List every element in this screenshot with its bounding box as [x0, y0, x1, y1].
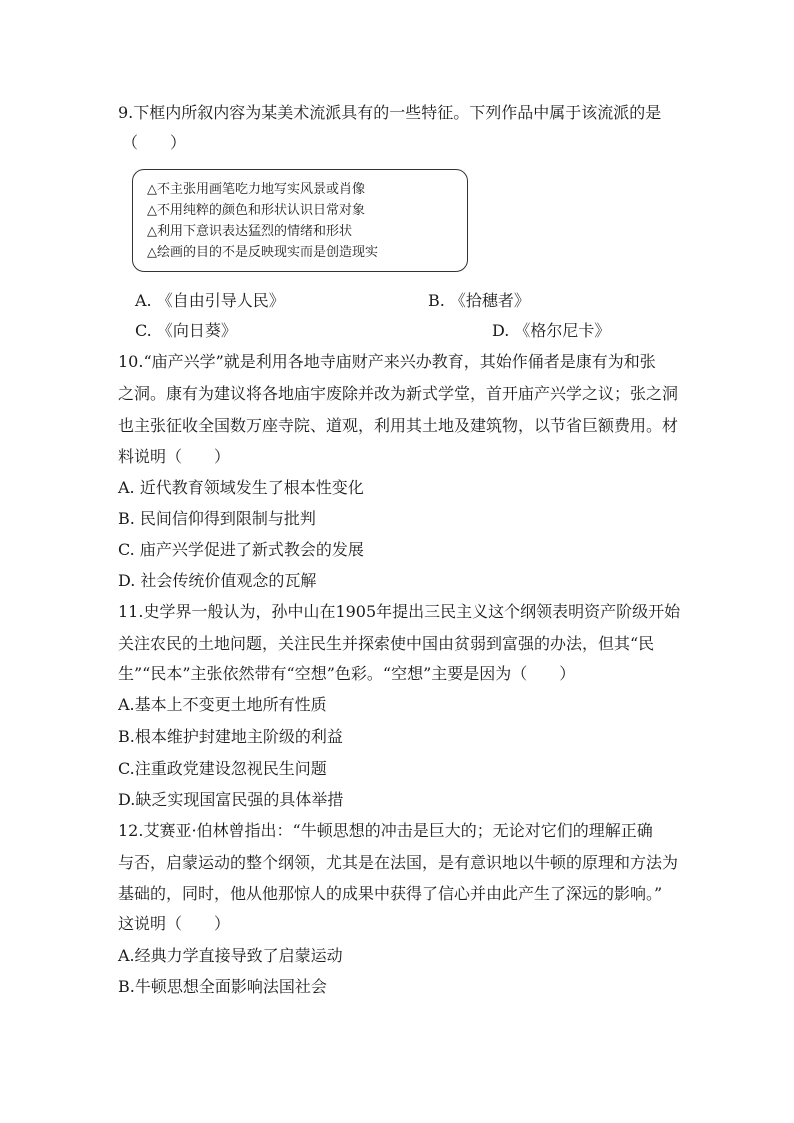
q9-stem-line-1: 9.下框内所叙内容为某美术流派具有的一些特征。下列作品中属于该流派的是 — [118, 103, 662, 122]
q9-option-a: A. 《自由引导人民》 — [135, 291, 285, 310]
q12-option-a: A.经典力学直接导致了启蒙运动 — [118, 946, 343, 965]
q11-stem-line-2: 关注农民的土地问题，关注民生并探索使中国由贫弱到富强的办法，但其“民 — [118, 634, 655, 653]
q10-option-c: C. 庙产兴学促进了新式教会的发展 — [118, 540, 364, 559]
q9-option-d: D. 《格尔尼卡》 — [492, 321, 611, 340]
q10-option-d: D. 社会传统价值观念的瓦解 — [118, 571, 317, 590]
q11-stem-line-1: 11.史学界一般认为，孙中山在1905年提出三民主义这个纲领表明资产阶级开始 — [118, 602, 681, 621]
q10-option-a: A. 近代教育领域发生了根本性变化 — [118, 478, 364, 497]
q10-stem-line-2: 之洞。康有为建议将各地庙宇废除并改为新式学堂，首开庙产兴学之议；张之洞 — [118, 384, 679, 403]
q10-option-b: B. 民间信仰得到限制与批判 — [118, 509, 316, 528]
q9-stem-line-2: （ ） — [122, 133, 187, 152]
q12-stem-line-2: 与否，启蒙运动的整个纲领，尤其是在法国，是有意识地以牛顿的原理和方法为 — [118, 853, 679, 872]
q9-option-c: C. 《向日葵》 — [135, 321, 237, 340]
q11-option-b: B.根本维护封建地主阶级的利益 — [118, 727, 343, 746]
q11-stem-line-3: 生”“民本”主张依然带有“空想”色彩。“空想”主要是因为（ ） — [118, 664, 576, 683]
q12-stem-line-1: 12.艾赛亚·伯林曾指出：“牛顿思想的冲击是巨大的；无论对它们的理解正确 — [118, 821, 653, 840]
q10-stem-line-1: 10.“庙产兴学”就是利用各地寺庙财产来兴办教育，其始作俑者是康有为和张 — [118, 352, 656, 371]
q12-stem-line-3: 基础的，同时，他从他那惊人的成果中获得了信心并由此产生了深远的影响。” — [118, 884, 663, 903]
q9-option-b: B. 《拾穗者》 — [428, 291, 530, 310]
q12-option-b: B.牛顿思想全面影响法国社会 — [118, 977, 327, 996]
q11-option-d: D.缺乏实现国富民强的具体举措 — [118, 790, 344, 809]
q9-box-line-4: △绘画的目的不是反映现实而是创造现实 — [147, 245, 378, 260]
q11-option-a: A.基本上不变更土地所有性质 — [118, 695, 327, 714]
q10-stem-line-3: 也主张征收全国数万座寺院、道观，利用其土地及建筑物，以节省巨额费用。材 — [118, 416, 679, 435]
q9-feature-box — [132, 169, 468, 272]
q11-option-c: C.注重政党建设忽视民生问题 — [118, 759, 327, 778]
q9-box-line-2: △不用纯粹的颜色和形状认识日常对象 — [147, 203, 365, 218]
q9-box-line-1: △不主张用画笔吃力地写实风景或肖像 — [147, 182, 365, 197]
q9-box-line-3: △利用下意识表达猛烈的情绪和形状 — [147, 224, 352, 239]
q10-stem-line-4: 料说明（ ） — [118, 447, 231, 466]
q12-stem-line-4: 这说明（ ） — [118, 914, 231, 933]
